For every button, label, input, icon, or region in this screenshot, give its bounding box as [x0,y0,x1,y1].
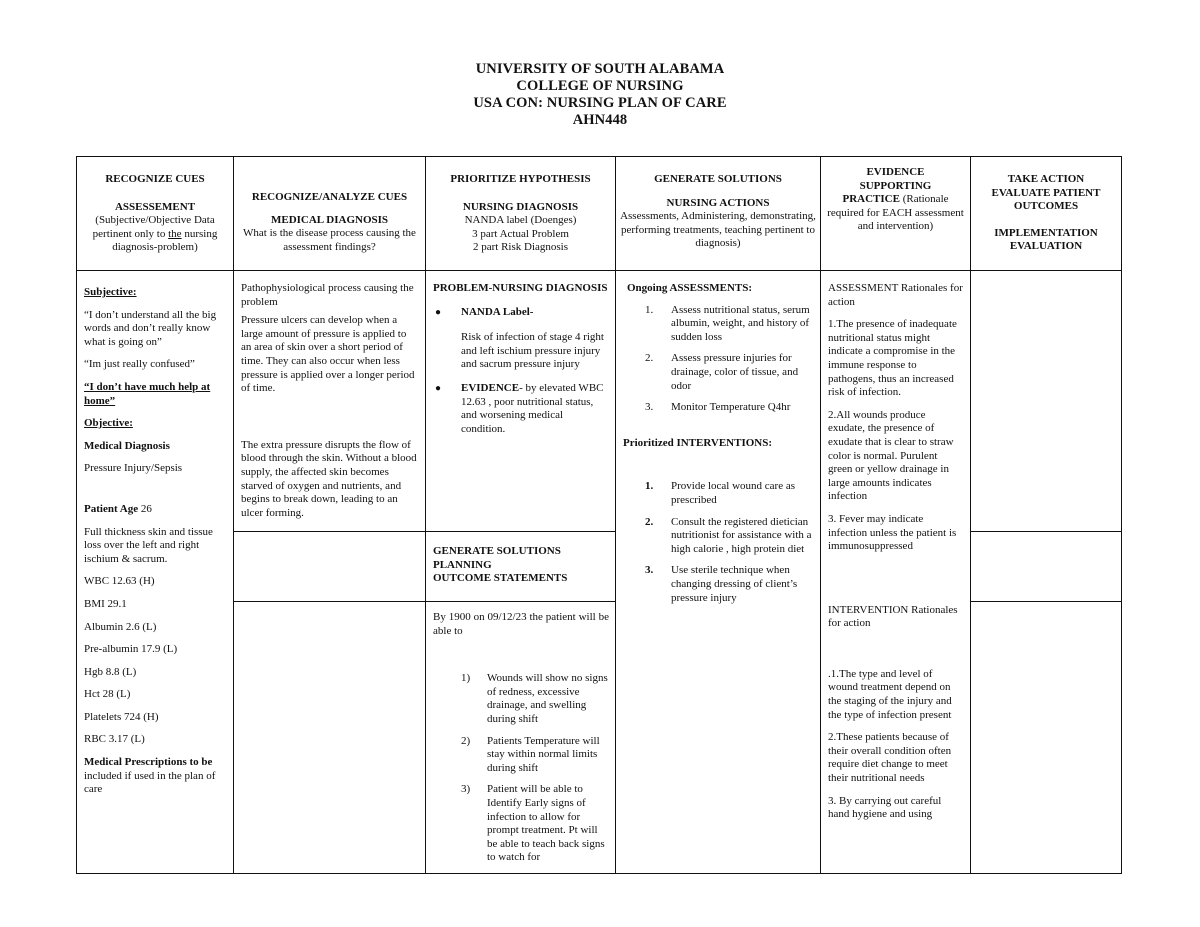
assessment-action: 3. Monitor Temperature Q4hr [645,401,791,414]
assessment-rationale-1: 1.The presence of inadequate nutritional status might indicate a compromise in the immune response to pathogens, thus an increased risk of infection. [828,318,957,399]
planning-title-3: OUTCOME STATEMENTS [433,572,568,585]
col6-title1: TAKE ACTION [1007,173,1085,185]
col5-title2: SUPPORTING [859,179,932,192]
assessment-rationale-3: 3. Fever may indicate infection unless the patient is immunosuppressed [828,512,957,553]
col3-desc1: NANDA label (Doenges) [464,214,577,227]
evidence-label: EVIDENCE [461,381,520,394]
lab-hgb: Hgb 8.8 (L) [84,665,137,678]
outcome-intro: By 1900 on 09/12/23 the patient will be able to [433,611,609,637]
ongoing-assessments-title: Ongoing ASSESSMENTS: [627,282,753,294]
assessment-rationale-2: 2.All wounds produce exudate, the presence of exudate that is clear to straw color is normal. Purulent green or yellow drainage in large amounts indicates infection [828,408,954,503]
bullet-icon: ● [435,382,442,394]
col-header-take-action [971,157,1122,271]
subjective-quote-3: “I don’t have much help at home” [84,380,211,407]
body-row-1 [77,271,1122,532]
intervention-rationale-2: 2.These patients because of their overall condition often require diet change to meet their nutritional needs [828,731,952,785]
nursing-diagnosis-list [433,306,609,437]
col6-sub1: IMPLEMENTATION [994,226,1098,239]
assessment-action: 2. Assess pressure injuries for drainage, color of tissue, and odor [645,352,799,392]
col-header-analyze-cues [234,157,426,271]
intervention-item: 3. Use sterile technique when changing dressing of client’s pressure injury [645,564,798,604]
header-row [77,157,1122,271]
problem-nursing-diagnosis-title: PROBLEM-NURSING DIAGNOSIS [433,282,608,294]
col-header-evidence [821,157,971,271]
medical-diagnosis-cell-2 [234,532,426,602]
evaluation-cell-3 [971,602,1122,874]
intervention-item: 1. Provide local wound care as prescribed [645,480,796,506]
outcome-item: 2) Patients Temperature will stay within normal limits during shift [461,734,600,774]
subjective-quote-2: “Im just really confused” [84,358,195,371]
col5-title1: EVIDENCE [866,166,925,178]
nursing-diagnosis-cell [426,271,616,532]
subjective-label: Subjective: [84,286,137,298]
intervention-rationale-3: 3. By carrying out careful hand hygiene and using [828,794,942,821]
assessment-cell [77,271,234,874]
university-title: UNIVERSITY OF SOUTH ALABAMA [475,61,725,77]
document-header [0,61,1200,129]
lab-wbc: WBC 12.63 (H) [84,575,155,588]
col1-title: RECOGNIZE CUES [105,173,205,185]
intervention-item: 2. Consult the registered dietician nutritionist for assistance with a high calorie , high protein diet [645,515,812,555]
interventions-list [623,480,814,605]
care-plan-table [76,156,1122,874]
col3-title: PRIORITIZE HYPOTHESIS [450,173,591,185]
planning-title-2: PLANNING [433,558,492,571]
planning-title-1: GENERATE SOLUTIONS [433,545,561,557]
outcome-item: 3) Patient will be able to Identify Early signs of infection to allow for prompt treatment. Pt will be able to teach back signs to watch for [461,783,605,864]
nursing-actions-cell [616,271,821,874]
lab-albumin: Albumin 2.6 (L) [84,620,157,633]
lab-prealbumin: Pre-albumin 17.9 (L) [84,643,178,656]
college-title: COLLEGE OF NURSING [516,78,684,94]
lab-hct: Hct 28 (L) [84,688,131,701]
col3-desc2: 3 part Actual Problem [472,227,569,240]
col3-sub: NURSING DIAGNOSIS [462,200,579,213]
col1-desc: (Subjective/Objective Data pertinent only to the nursing diagnosis-problem) [92,214,218,254]
col-header-recognize-cues [77,157,234,271]
medical-diagnosis-cell [234,271,426,532]
col2-desc: What is the disease process causing the assessment findings? [243,227,416,253]
medical-prescriptions: Medical Prescriptions to be included if used in the plan of care [84,756,216,796]
lab-bmi: BMI 29.1 [84,597,127,610]
intervention-rationale-1: .1.The type and level of wound treatment depend on the staging of the injury and the type of infection present [828,667,952,721]
patho-paragraph-2: The extra pressure disrupts the flow of blood through the skin. Without a blood supply, the affected skin becomes starved of oxygen and nutrients, and begins to break down, leading to an ulcer forming. [241,438,417,519]
patho-heading: Pathophysiological process causing the problem [241,282,414,308]
bullet-icon: ● [435,306,442,318]
col2-title: RECOGNIZE/ANALYZE CUES [251,191,408,203]
lab-platelets: Platelets 724 (H) [84,710,159,723]
medical-diagnosis-value: Pressure Injury/Sepsis [84,462,183,475]
col4-desc: Assessments, Administering, demonstrating, performing treatments, teaching pertinent to diagnosis) [620,210,816,250]
lab-rbc: RBC 3.17 (L) [84,733,145,746]
outcomes-list [433,672,609,865]
patient-age: Patient Age 26 [84,502,152,515]
plan-title: USA CON: NURSING PLAN OF CARE [473,95,727,111]
evaluation-cell-1 [971,271,1122,532]
col5-desc: PRACTICE (Rationale required for EACH assessment and intervention) [827,193,964,233]
prioritized-interventions-title: Prioritized INTERVENTIONS: [623,436,773,449]
clinical-finding: Full thickness skin and tissue loss over the left and right ischium & sacrum. [84,525,213,565]
planning-title-cell [426,532,616,602]
patho-paragraph-1: Pressure ulcers can develop when a large amount of pressure is applied to an area of skin over a short period of time. They can also occur when less pressure is applied over a longer period of time. [241,314,415,395]
evidence-text: - by elevated WBC 12.63 , poor nutritional status, and worsening medical condition. [461,381,604,435]
col-header-generate-solutions [616,157,821,271]
assessment-actions-list [623,304,814,415]
col6-title3: OUTCOMES [1013,200,1079,213]
evidence-item [433,382,609,436]
col2-sub: MEDICAL DIAGNOSIS [270,213,389,226]
nanda-text: Risk of infection of stage 4 right and left ischium pressure injury and sacrum pressure injury [461,331,604,371]
outcome-statements-cell [426,602,616,874]
outcome-item: 1) Wounds will show no signs of redness, excessive drainage, and swelling during shift [461,672,608,725]
col6-sub2: EVALUATION [1009,240,1083,253]
assessment-action: 1. Assess nutritional status, serum albumin, weight, and history of sudden loss [645,303,810,343]
col4-sub: NURSING ACTIONS [666,196,770,209]
col3-desc3: 2 part Risk Diagnosis [472,241,569,254]
col4-title: GENERATE SOLUTIONS [654,173,782,185]
assessment-rationales-title: ASSESSMENT Rationales for action [828,282,963,308]
nanda-label: NANDA Label- [461,305,534,318]
evaluation-cell-2 [971,532,1122,602]
col6-title2: EVALUATE PATIENT [991,186,1101,199]
col1-sub: ASSESSEMENT [114,200,196,213]
objective-label: Objective: [84,417,133,430]
col-header-prioritize [426,157,616,271]
nanda-item [433,306,609,372]
medical-diagnosis-cell-3 [234,602,426,874]
medical-diagnosis-label: Medical Diagnosis [84,439,170,452]
rationales-cell [821,271,971,874]
course-code: AHN448 [572,112,628,128]
subjective-quote-1: “I don’t understand all the big words and don’t really know what is going on” [84,308,217,348]
intervention-rationales-title: INTERVENTION Rationales for action [828,603,958,630]
